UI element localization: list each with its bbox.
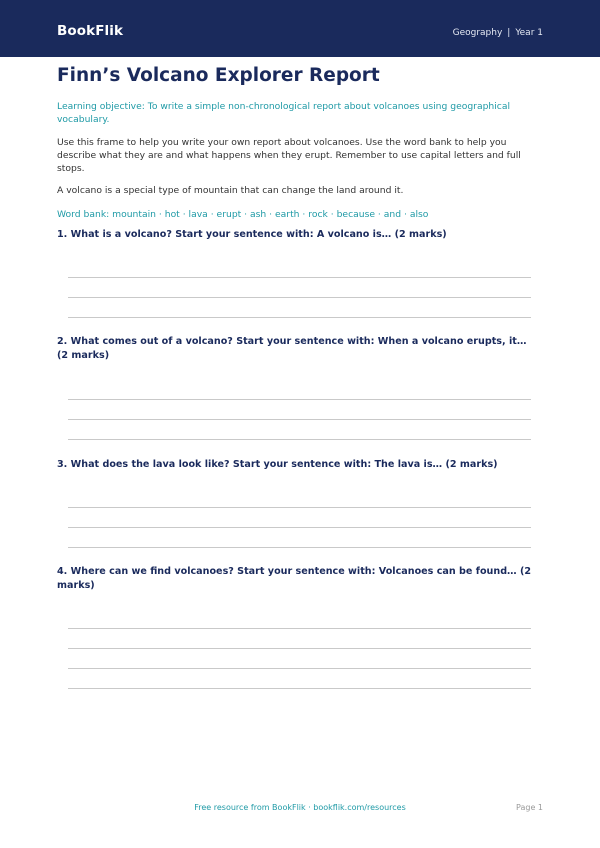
question-2: 2. What comes out of a volcano? Start your sentence with: When a volcano erupts, it… (2 marks) [57, 336, 527, 361]
question-1: 1. What is a volcano? Start your sentence with: A volcano is… (2 marks) [57, 229, 447, 240]
answer-line[interactable] [68, 527, 531, 528]
question-4: 4. Where can we find volcanoes? Start your sentence with: Volcanoes can be found… (2 marks) [57, 566, 532, 591]
answer-line[interactable] [68, 439, 531, 440]
answer-line[interactable] [68, 419, 531, 420]
year-label: Year 1 [515, 28, 543, 38]
answer-line[interactable] [68, 317, 531, 318]
header-meta [453, 28, 543, 38]
answer-line[interactable] [68, 399, 531, 400]
meta-separator: | [507, 28, 511, 38]
answer-line[interactable] [68, 507, 531, 508]
answer-line[interactable] [68, 668, 531, 669]
learning-objective: Learning objective: To write a simple non-chronological report about volcanoes using geographical vocabulary. [57, 101, 511, 125]
word-bank: Word bank: mountain · hot · lava · erupt · ash · earth · rock · because · and · also [57, 209, 429, 220]
question-3: 3. What does the lava look like? Start your sentence with: The lava is… (2 marks) [57, 459, 498, 470]
footer-credit-link[interactable]: Free resource from BookFlik · bookflik.com/resources [194, 803, 406, 812]
answer-line[interactable] [68, 628, 531, 629]
page-title: Finn’s Volcano Explorer Report [57, 65, 380, 86]
answer-line[interactable] [68, 547, 531, 548]
answer-line[interactable] [68, 648, 531, 649]
instructions-text: Use this frame to help you write your own report about volcanoes. Use the word bank to help you describe what they are and what happens when they erupt. Remember to use capital letters and full stops. [57, 137, 521, 174]
header-bar [0, 0, 600, 57]
answer-line[interactable] [68, 688, 531, 689]
volcano-fact: A volcano is a special type of mountain that can change the land around it. [57, 185, 404, 196]
subject-label: Geography [452, 28, 503, 38]
report-intro [57, 64, 533, 221]
page-number: Page 1 [516, 803, 543, 812]
brand-logo[interactable]: BookFlik [57, 23, 124, 39]
answer-line[interactable] [68, 297, 531, 298]
answer-line[interactable] [68, 277, 531, 278]
